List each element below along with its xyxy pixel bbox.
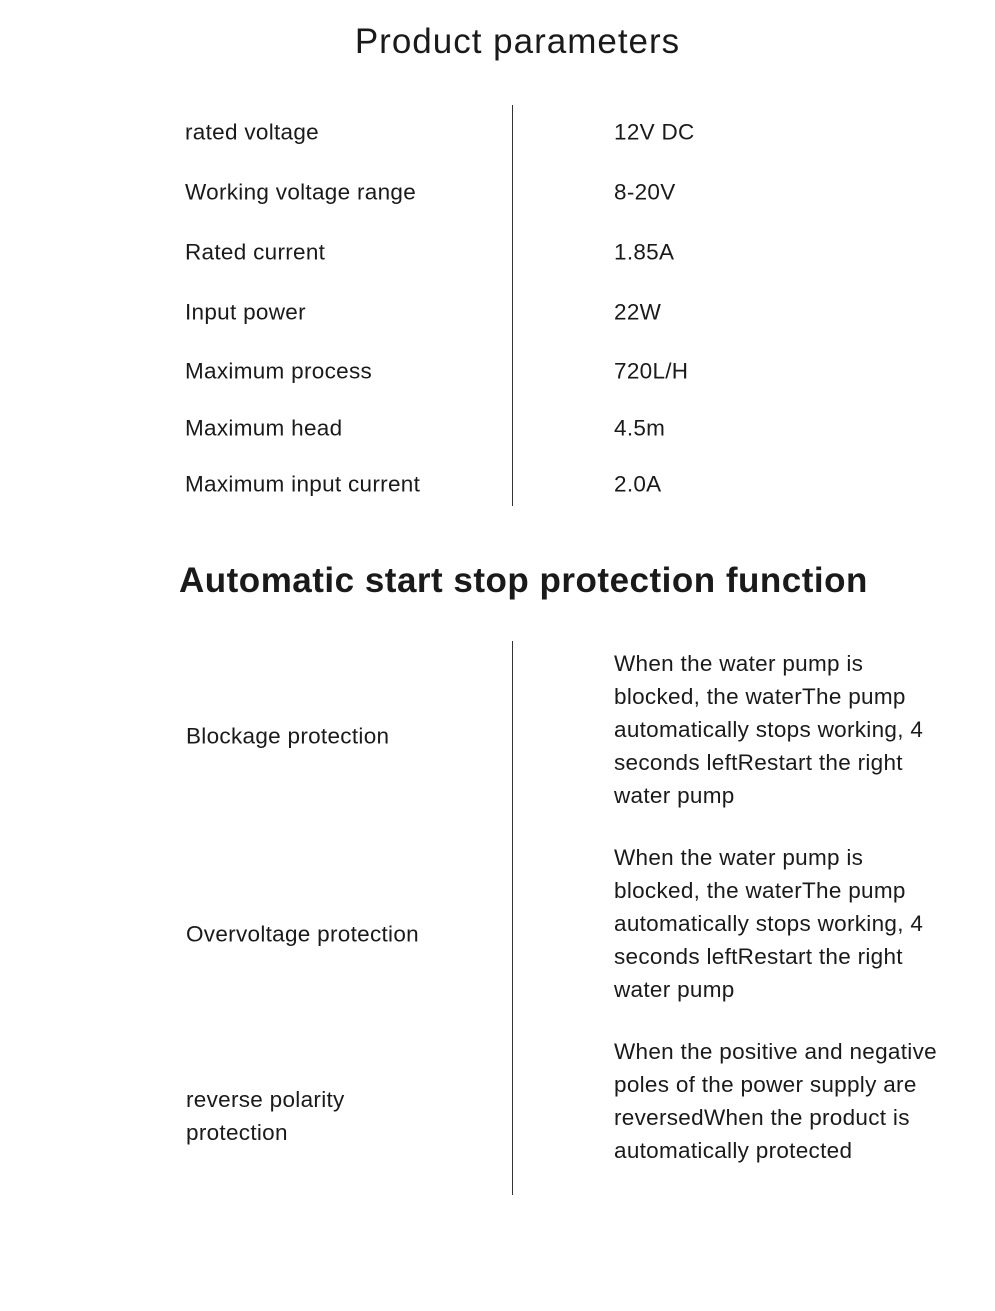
param-label: Maximum process xyxy=(185,358,373,384)
param-value: 720L/H xyxy=(614,358,689,384)
param-value: 1.85A xyxy=(614,239,675,265)
protection-label: Overvoltage protection xyxy=(186,921,419,947)
param-label: rated voltage xyxy=(185,119,319,145)
param-value: 22W xyxy=(614,299,662,325)
param-value: 12V DC xyxy=(614,119,695,145)
protection-label: Blockage protection xyxy=(186,723,390,749)
protection-description: When the water pump is blocked, the waterThe pump automatically stops working, 4 seconds leftRestart the right water pump xyxy=(614,651,924,808)
param-value: 8-20V xyxy=(614,179,676,205)
param-label: Maximum input current xyxy=(185,471,421,497)
column-divider xyxy=(512,105,513,506)
section-title-product-parameters: Product parameters xyxy=(354,22,681,61)
param-label: Working voltage range xyxy=(185,179,417,205)
param-value: 2.0A xyxy=(614,471,662,497)
column-divider xyxy=(512,641,513,1195)
param-label: Maximum head xyxy=(185,415,343,441)
param-value: 4.5m xyxy=(614,415,666,441)
protection-label: reverse polarity protection xyxy=(186,1087,345,1145)
section-title-protection: Automatic start stop protection function xyxy=(179,561,868,600)
param-label: Input power xyxy=(185,299,306,325)
protection-description: When the positive and negative poles of the power supply are reversedWhen the product is automatically protected xyxy=(614,1039,937,1163)
protection-description: When the water pump is blocked, the waterThe pump automatically stops working, 4 seconds leftRestart the right water pump xyxy=(614,845,924,1002)
param-label: Rated current xyxy=(185,239,326,265)
